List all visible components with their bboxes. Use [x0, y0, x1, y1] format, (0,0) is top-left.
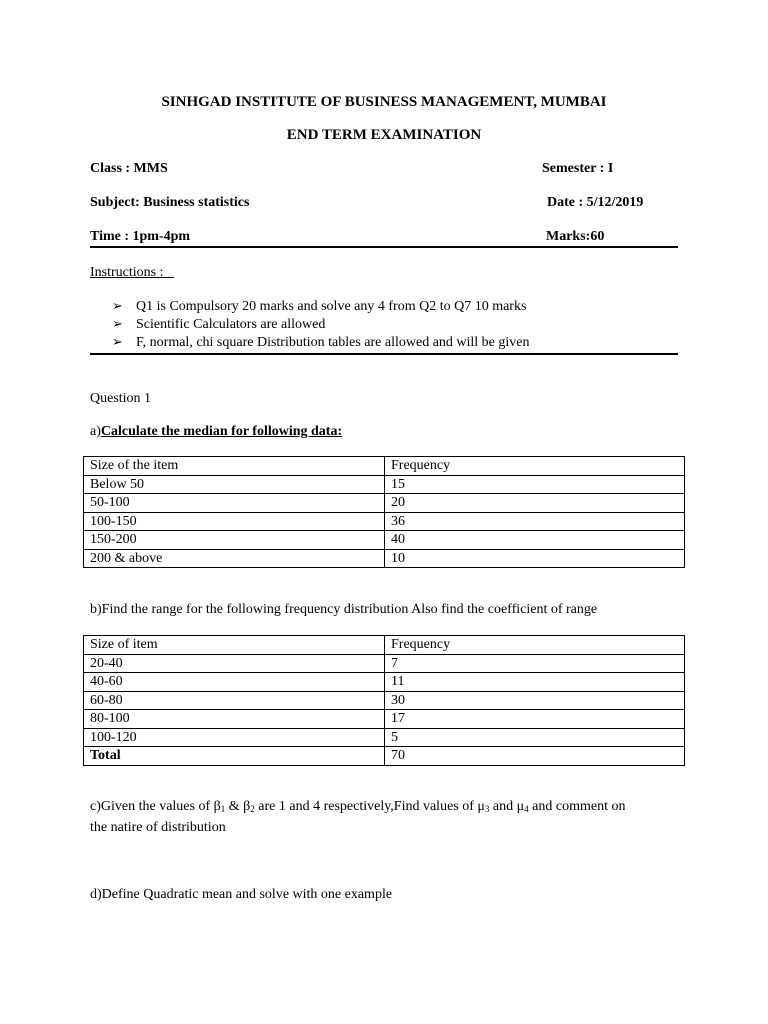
table-header-row — [84, 636, 685, 655]
table-cell: 36 — [385, 512, 685, 531]
table-header-row — [84, 457, 685, 476]
header-divider — [90, 246, 678, 248]
table-row — [84, 710, 685, 729]
table-cell: 200 & above — [84, 549, 385, 568]
table-row — [84, 531, 685, 550]
instruction-item: ➢ Q1 is Compulsory 20 marks and solve any 4 from Q2 to Q7 10 marks — [112, 299, 527, 314]
question-1c-text-line2: the natire of distribution — [90, 820, 226, 835]
table-cell: 100-150 — [84, 512, 385, 531]
time-field: Time : 1pm-4pm — [90, 229, 191, 244]
question-1-label: Question 1 — [90, 391, 152, 406]
arrow-bullet-icon: ➢ — [112, 335, 123, 350]
table-cell: 50-100 — [84, 494, 385, 513]
class-field: Class : MMS — [90, 161, 168, 176]
total-label-cell: Total — [84, 747, 385, 766]
question-1a-text: a)Calculate the median for following data: — [90, 424, 343, 439]
table-cell: 5 — [385, 728, 685, 747]
table-cell: 17 — [385, 710, 685, 729]
instructions-divider — [90, 353, 678, 355]
arrow-bullet-icon: ➢ — [112, 299, 123, 314]
table-cell: 80-100 — [84, 710, 385, 729]
table-cell: Below 50 — [84, 475, 385, 494]
semester-field: Semester : I — [542, 161, 614, 176]
table-row — [84, 691, 685, 710]
table-cell: 20-40 — [84, 654, 385, 673]
beta-symbol: β — [243, 799, 251, 814]
table-row — [84, 549, 685, 568]
table-cell: 15 — [385, 475, 685, 494]
exam-title: END TERM EXAMINATION — [286, 127, 482, 143]
beta-symbol: β — [213, 799, 221, 814]
range-data-table — [83, 635, 685, 766]
subject-field: Subject: Business statistics — [90, 195, 250, 210]
arrow-bullet-icon: ➢ — [112, 317, 123, 332]
table-row — [84, 654, 685, 673]
table-cell: 30 — [385, 691, 685, 710]
question-1c-text: c)Given the values of $\beta_1$ & $\beta_2$ are 1 and 4 respectively,Find values of $\mu_3$ and $\mu_4$ and comment on — [90, 799, 626, 814]
table-row — [84, 728, 685, 747]
marks-field: Marks:60 — [546, 229, 605, 244]
median-data-table — [83, 456, 685, 568]
table-header-cell: Size of the item — [84, 457, 385, 476]
table-cell: 40-60 — [84, 673, 385, 692]
table-header-cell: Size of item — [84, 636, 385, 655]
instruction-item: ➢ Scientific Calculators are allowed — [112, 317, 326, 332]
table-cell: 40 — [385, 531, 685, 550]
table-cell: 60-80 — [84, 691, 385, 710]
table-row — [84, 512, 685, 531]
mu-symbol: μ — [477, 799, 485, 814]
institute-title: SINHGAD INSTITUTE OF BUSINESS MANAGEMENT, MUMBAI — [161, 94, 607, 110]
table-cell: 10 — [385, 549, 685, 568]
table-row — [84, 673, 685, 692]
instructions-label: Instructions : _ — [90, 265, 174, 280]
table-header-cell: Frequency — [385, 636, 685, 655]
instructions-list — [112, 298, 530, 352]
date-field: Date : 5/12/2019 — [547, 195, 644, 210]
table-cell: 11 — [385, 673, 685, 692]
table-cell: 100-120 — [84, 728, 385, 747]
question-1d-text: d)Define Quadratic mean and solve with one example — [90, 887, 393, 902]
table-cell: 150-200 — [84, 531, 385, 550]
mu-symbol: μ — [516, 799, 525, 814]
table-row — [84, 475, 685, 494]
table-total-row — [84, 747, 685, 766]
table-header-cell: Frequency — [385, 457, 685, 476]
table-cell: 20 — [385, 494, 685, 513]
question-1b-text: b)Find the range for the following frequency distribution Also find the coefficient of range — [90, 602, 598, 617]
table-row — [84, 494, 685, 513]
table-cell: 7 — [385, 654, 685, 673]
total-value-cell: 70 — [385, 747, 685, 766]
instruction-item: ➢ F, normal, chi square Distribution tables are allowed and will be given — [112, 335, 530, 350]
